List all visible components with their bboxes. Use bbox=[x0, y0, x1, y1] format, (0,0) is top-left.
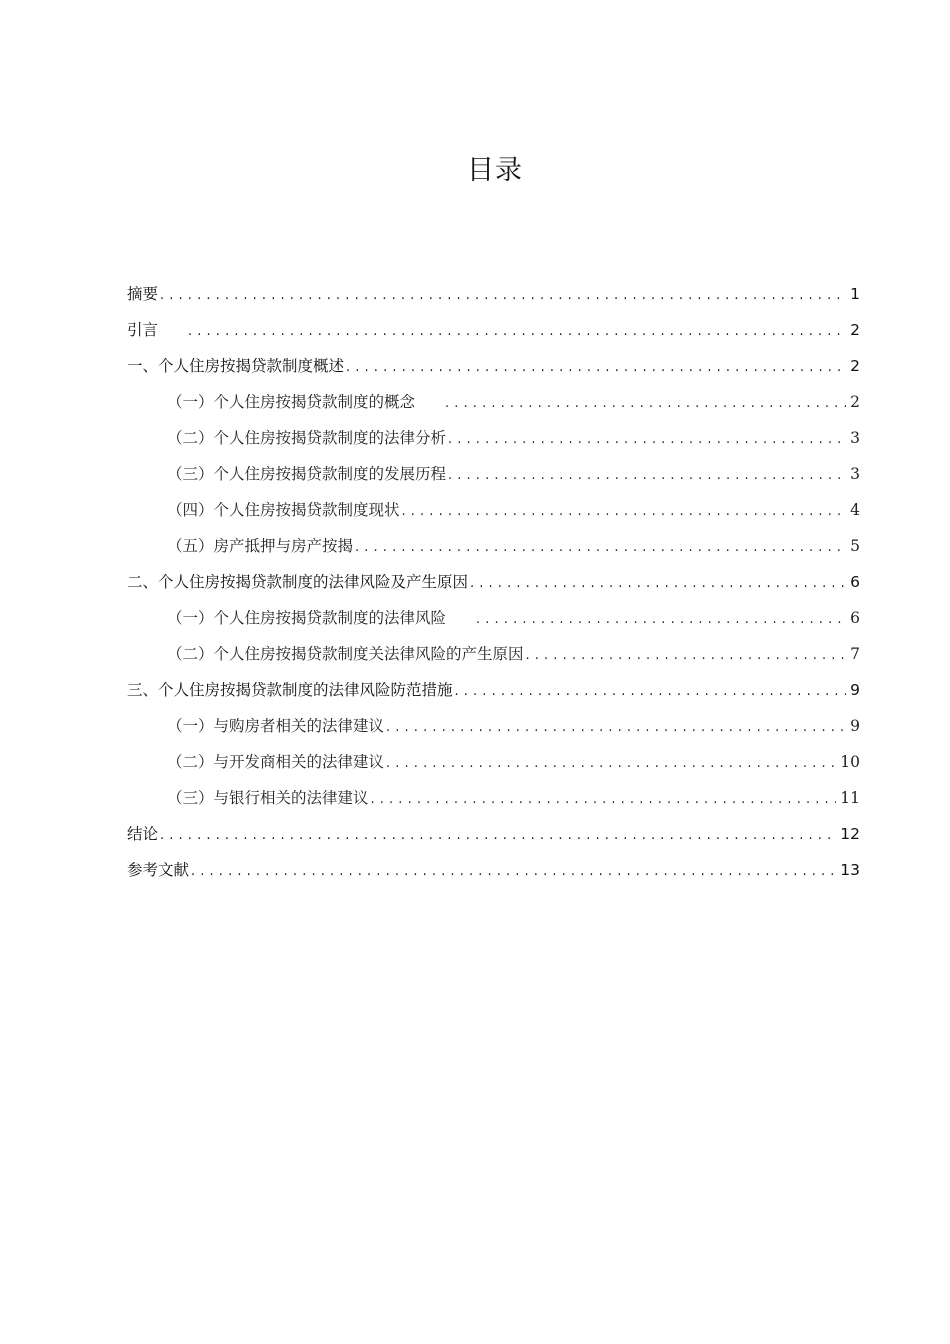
toc-dot-leader bbox=[386, 746, 836, 782]
toc-page-number: 6 bbox=[850, 573, 860, 591]
toc-entry-label: 一、个人住房按揭贷款制度概述 bbox=[127, 357, 345, 375]
toc-page-number: 10 bbox=[840, 753, 860, 771]
toc-dot-leader bbox=[526, 638, 847, 674]
toc-page-number: 9 bbox=[850, 717, 860, 735]
toc-page-number: 11 bbox=[840, 789, 860, 807]
toc-dot-leader bbox=[448, 458, 846, 494]
toc-page-number: 13 bbox=[840, 861, 860, 879]
toc-entry-label: 引言 bbox=[127, 321, 159, 339]
toc-entry-label: （一）个人住房按揭贷款制度的概念 bbox=[167, 393, 416, 411]
toc-entry[interactable] bbox=[127, 456, 860, 492]
toc-entry-label: （三）个人住房按揭贷款制度的发展历程 bbox=[167, 465, 447, 483]
toc-entry-label: 三、个人住房按揭贷款制度的法律风险防范措施 bbox=[127, 681, 453, 699]
toc-entry[interactable] bbox=[127, 312, 860, 348]
toc-entry-label: （一）与购房者相关的法律建议 bbox=[167, 717, 385, 735]
toc-entry[interactable] bbox=[127, 780, 860, 816]
toc-page-number: 2 bbox=[850, 321, 860, 339]
toc-entry-label: （三）与银行相关的法律建议 bbox=[167, 789, 369, 807]
toc-dot-leader bbox=[476, 602, 846, 638]
toc-entry[interactable] bbox=[127, 636, 860, 672]
toc-entry[interactable] bbox=[127, 276, 860, 312]
toc-page-number: 2 bbox=[850, 357, 860, 375]
toc-page-number: 12 bbox=[840, 825, 860, 843]
toc-entry-label: （一）个人住房按揭贷款制度的法律风险 bbox=[167, 609, 447, 627]
toc-page-number: 5 bbox=[850, 537, 860, 555]
toc-entry[interactable] bbox=[127, 708, 860, 744]
toc-entry-label: 二、个人住房按揭贷款制度的法律风险及产生原因 bbox=[127, 573, 469, 591]
toc-dot-leader bbox=[448, 422, 846, 458]
toc-entry-label: （四）个人住房按揭贷款制度现状 bbox=[167, 501, 400, 519]
toc-page-number: 3 bbox=[850, 465, 860, 483]
toc-page-number: 3 bbox=[850, 429, 860, 447]
toc-entry[interactable] bbox=[127, 744, 860, 780]
toc-entry[interactable] bbox=[127, 492, 860, 528]
toc-entry[interactable] bbox=[127, 564, 860, 600]
toc-entry-label: （二）个人住房按揭贷款制度关法律风险的产生原因 bbox=[167, 645, 524, 663]
toc-entry-label: 结论 bbox=[127, 825, 159, 843]
toc-entry-label: （二）个人住房按揭贷款制度的法律分析 bbox=[167, 429, 447, 447]
toc-dot-leader bbox=[371, 782, 837, 818]
toc-page-number: 7 bbox=[850, 645, 860, 663]
toc-entry-label: （五）房产抵押与房产按揭 bbox=[167, 537, 354, 555]
toc-entry[interactable] bbox=[127, 528, 860, 564]
toc-page-number: 1 bbox=[850, 285, 860, 303]
toc-entry[interactable] bbox=[127, 672, 860, 708]
table-of-contents bbox=[127, 276, 860, 888]
toc-dot-leader bbox=[160, 818, 836, 854]
toc-dot-leader bbox=[160, 278, 846, 314]
toc-entry-label: （二）与开发商相关的法律建议 bbox=[167, 753, 385, 771]
toc-page-number: 2 bbox=[850, 393, 860, 411]
toc-entry[interactable] bbox=[127, 420, 860, 456]
toc-dot-leader bbox=[355, 530, 846, 566]
toc-entry[interactable] bbox=[127, 852, 860, 888]
toc-dot-leader bbox=[445, 386, 846, 422]
toc-entry-label: 摘要 bbox=[127, 285, 159, 303]
toc-entry[interactable] bbox=[127, 600, 860, 636]
toc-dot-leader bbox=[191, 854, 836, 890]
toc-dot-leader bbox=[386, 710, 846, 746]
toc-dot-leader bbox=[470, 566, 846, 602]
toc-entry[interactable] bbox=[127, 384, 860, 420]
toc-dot-leader bbox=[455, 674, 847, 710]
toc-dot-leader bbox=[402, 494, 847, 530]
toc-entry-label: 参考文献 bbox=[127, 861, 190, 879]
toc-title: 目录 bbox=[467, 155, 523, 186]
toc-page-number: 6 bbox=[850, 609, 860, 627]
toc-dot-leader bbox=[346, 350, 846, 386]
toc-entry[interactable] bbox=[127, 816, 860, 852]
toc-page-number: 4 bbox=[850, 501, 860, 519]
toc-dot-leader bbox=[188, 314, 846, 350]
toc-entry[interactable] bbox=[127, 348, 860, 384]
toc-page-number: 9 bbox=[850, 681, 860, 699]
